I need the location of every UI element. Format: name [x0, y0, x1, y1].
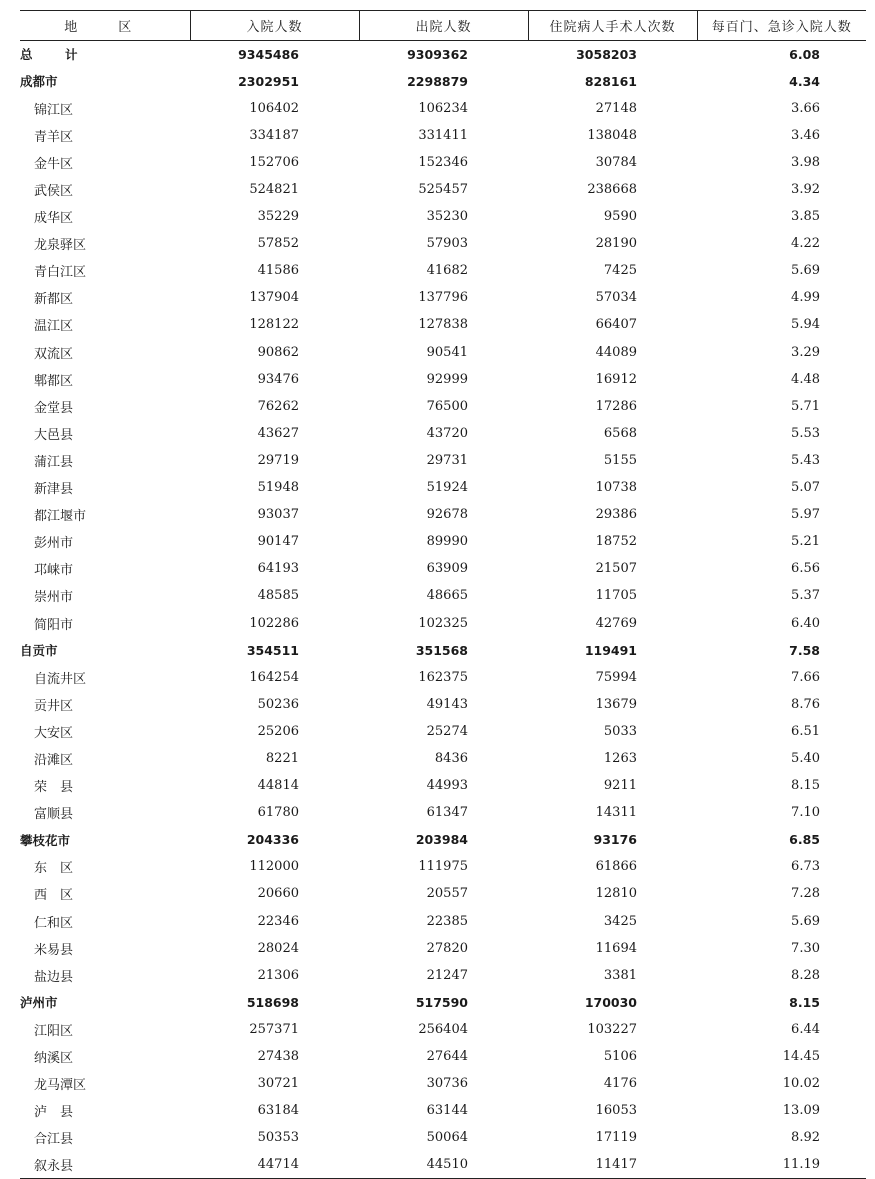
- header-admissions: 入院人数: [190, 11, 359, 41]
- admission-rate-cell: 14.45: [782, 1049, 820, 1065]
- discharges-cell: 63909: [426, 561, 468, 577]
- district-row: [20, 1124, 866, 1151]
- region-name-cell: 自贡市: [20, 643, 58, 659]
- surgeries-cell: 170030: [584, 994, 637, 1010]
- city-row: [20, 637, 866, 664]
- admission-rate-cell: 8.92: [791, 1130, 820, 1146]
- region-name-cell: 富顺县: [34, 807, 74, 823]
- surgeries-cell: 27148: [595, 100, 637, 116]
- region-name-cell: 邛崃市: [34, 563, 74, 579]
- surgeries-cell: 11417: [528, 1151, 697, 1178]
- admission-rate-cell: 3.46: [791, 127, 820, 143]
- surgeries-cell: 3425: [603, 913, 637, 929]
- discharges-cell: 9309362: [407, 46, 468, 62]
- region-name-cell: 成都市: [20, 74, 58, 90]
- admission-rate-cell: 6.73: [791, 859, 820, 875]
- surgeries-cell: 103227: [587, 1021, 637, 1037]
- discharges-cell: 89990: [426, 534, 468, 550]
- surgeries-cell: 13679: [595, 696, 637, 712]
- district-row: [20, 447, 866, 474]
- admission-rate-cell: 4.22: [791, 236, 820, 252]
- table-body: [20, 41, 866, 1179]
- admissions-cell: 64193: [257, 561, 299, 577]
- admissions-cell: 257371: [249, 1021, 299, 1037]
- discharges-cell: 106234: [418, 100, 468, 116]
- admission-rate-cell: 7.58: [789, 642, 820, 658]
- district-row: [20, 935, 866, 962]
- region-name-cell: 武侯区: [34, 184, 74, 200]
- district-row: [20, 1097, 866, 1124]
- surgeries-cell: 61866: [595, 859, 637, 875]
- region-name-cell: 郫都区: [34, 373, 74, 389]
- district-row: [20, 853, 866, 880]
- admissions-cell: 90862: [257, 344, 299, 360]
- admission-rate-cell: 5.07: [791, 480, 820, 496]
- admissions-cell: 35229: [257, 209, 299, 225]
- surgeries-cell: 138048: [587, 127, 637, 143]
- region-name-cell: 大邑县: [34, 427, 74, 443]
- header-surgeries: 住院病人手术人次数: [528, 11, 697, 41]
- discharges-cell: 22385: [426, 913, 468, 929]
- admissions-cell: 41586: [257, 263, 299, 279]
- surgeries-cell: 5033: [603, 723, 637, 739]
- admission-rate-cell: 3.85: [791, 209, 820, 225]
- district-row: [20, 745, 866, 772]
- region-name-cell: 盐边县: [34, 969, 74, 985]
- city-row: [20, 826, 866, 853]
- district-row: [20, 1043, 866, 1070]
- discharges-cell: 48665: [426, 588, 468, 604]
- discharges-cell: 57903: [426, 236, 468, 252]
- discharges-cell: 256404: [418, 1021, 468, 1037]
- admission-rate-cell: 8.76: [791, 696, 820, 712]
- discharges-cell: 20557: [426, 886, 468, 902]
- surgeries-cell: 5155: [603, 452, 637, 468]
- region-name-cell: 叙永县: [20, 1151, 190, 1178]
- district-row: [20, 908, 866, 935]
- region-name-cell: 金牛区: [34, 156, 74, 172]
- discharges-cell: 50064: [426, 1130, 468, 1146]
- discharges-cell: 35230: [426, 209, 468, 225]
- admissions-cell: 93476: [257, 371, 299, 387]
- admissions-cell: 29719: [257, 452, 299, 468]
- surgeries-cell: 119491: [584, 642, 637, 658]
- surgeries-cell: 3381: [603, 967, 637, 983]
- admissions-cell: 25206: [257, 723, 299, 739]
- surgeries-cell: 75994: [595, 669, 637, 685]
- admission-rate-cell: 3.29: [791, 344, 820, 360]
- district-row: [20, 772, 866, 799]
- region-name-cell: 成华区: [34, 211, 74, 227]
- admissions-cell: 48585: [257, 588, 299, 604]
- region-name-cell: 东 区: [34, 861, 74, 877]
- region-name-cell: 都江堰市: [34, 509, 87, 525]
- district-row: [20, 257, 866, 284]
- admissions-cell: 20660: [257, 886, 299, 902]
- surgeries-cell: 3058203: [576, 46, 637, 62]
- admissions-cell: 61780: [257, 805, 299, 821]
- admission-rate-cell: 7.30: [791, 940, 820, 956]
- admissions-cell: 112000: [249, 859, 299, 875]
- admissions-cell: 44814: [257, 778, 299, 794]
- region-name-cell: 龙马潭区: [34, 1078, 87, 1094]
- discharges-cell: 203984: [415, 832, 468, 848]
- district-row: [20, 420, 866, 447]
- discharges-cell: 2298879: [407, 73, 468, 89]
- region-name-cell: 泸州市: [20, 995, 58, 1011]
- district-row: [20, 203, 866, 230]
- region-name-cell: 西 区: [34, 888, 74, 904]
- admissions-cell: 93037: [257, 507, 299, 523]
- surgeries-cell: 21507: [595, 561, 637, 577]
- admission-rate-cell: 5.40: [791, 750, 820, 766]
- admission-rate-cell: 6.51: [791, 723, 820, 739]
- surgeries-cell: 42769: [595, 615, 637, 631]
- region-name-cell: 攀枝花市: [20, 832, 71, 848]
- discharges-cell: 92999: [426, 371, 468, 387]
- discharges-cell: 92678: [426, 507, 468, 523]
- admission-rate-cell: 3.98: [791, 154, 820, 170]
- discharges-cell: 8436: [434, 750, 468, 766]
- discharges-cell: 111975: [418, 859, 468, 875]
- admission-rate-cell: 8.15: [789, 994, 820, 1010]
- surgeries-cell: 238668: [587, 182, 637, 198]
- district-row: [20, 609, 866, 636]
- district-row: [20, 1151, 866, 1178]
- admissions-cell: 27438: [257, 1049, 299, 1065]
- city-row: [20, 989, 866, 1016]
- surgeries-cell: 11694: [595, 940, 637, 956]
- hospital-statistics-table: [20, 10, 866, 1179]
- district-row: [20, 528, 866, 555]
- discharges-cell: 25274: [426, 723, 468, 739]
- admissions-cell: 137904: [249, 290, 299, 306]
- region-name-cell: 贡井区: [34, 698, 74, 714]
- admission-rate-cell: 7.10: [791, 805, 820, 821]
- district-row: [20, 799, 866, 826]
- region-name-cell: 蒲江县: [34, 454, 74, 470]
- district-row: [20, 962, 866, 989]
- surgeries-cell: 14311: [595, 805, 637, 821]
- surgeries-cell: 66407: [595, 317, 637, 333]
- region-name-cell: 金堂县: [34, 400, 74, 416]
- discharges-cell: 30736: [426, 1076, 468, 1092]
- admission-rate-cell: 5.97: [791, 507, 820, 523]
- district-row: [20, 339, 866, 366]
- header-region: 地 区: [20, 11, 190, 41]
- admissions-cell: 2302951: [238, 73, 299, 89]
- surgeries-cell: 57034: [595, 290, 637, 306]
- region-name-cell: 总 计: [20, 47, 88, 63]
- admission-rate-cell: 5.53: [791, 425, 820, 441]
- admission-rate-cell: 6.44: [791, 1021, 820, 1037]
- district-row: [20, 664, 866, 691]
- region-name-cell: 自流井区: [34, 671, 87, 687]
- discharges-cell: 41682: [426, 263, 468, 279]
- admission-rate-cell: 10.02: [782, 1076, 820, 1092]
- discharges-cell: 44993: [426, 778, 468, 794]
- discharges-cell: 61347: [426, 805, 468, 821]
- surgeries-cell: 16912: [595, 371, 637, 387]
- admissions-cell: 204336: [246, 832, 299, 848]
- region-name-cell: 沿滩区: [34, 752, 74, 768]
- district-row: [20, 122, 866, 149]
- admissions-cell: 8221: [265, 750, 299, 766]
- discharges-cell: 44510: [359, 1151, 528, 1178]
- admission-rate-cell: 6.40: [791, 615, 820, 631]
- discharges-cell: 162375: [418, 669, 468, 685]
- district-row: [20, 691, 866, 718]
- discharges-cell: 127838: [418, 317, 468, 333]
- admissions-cell: 28024: [257, 940, 299, 956]
- admissions-cell: 43627: [257, 425, 299, 441]
- district-row: [20, 501, 866, 528]
- admissions-cell: 518698: [246, 994, 299, 1010]
- admission-rate-cell: 8.28: [791, 967, 820, 983]
- admissions-cell: 50353: [257, 1130, 299, 1146]
- header-admission-rate: 每百门、急诊入院人数: [697, 11, 866, 41]
- region-name-cell: 米易县: [34, 942, 74, 958]
- discharges-cell: 331411: [418, 127, 468, 143]
- district-row: [20, 555, 866, 582]
- surgeries-cell: 12810: [595, 886, 637, 902]
- admissions-cell: 9345486: [238, 46, 299, 62]
- surgeries-cell: 29386: [595, 507, 637, 523]
- admission-rate-cell: 7.28: [791, 886, 820, 902]
- surgeries-cell: 16053: [595, 1103, 637, 1119]
- admissions-cell: 57852: [257, 236, 299, 252]
- discharges-cell: 51924: [426, 480, 468, 496]
- region-name-cell: 纳溪区: [34, 1051, 74, 1067]
- admissions-cell: 30721: [257, 1076, 299, 1092]
- district-row: [20, 474, 866, 501]
- region-name-cell: 彭州市: [34, 536, 74, 552]
- admissions-cell: 164254: [249, 669, 299, 685]
- header-discharges: 出院人数: [359, 11, 528, 41]
- region-name-cell: 青羊区: [34, 129, 74, 145]
- header-row: [20, 11, 866, 41]
- admissions-cell: 63184: [257, 1103, 299, 1119]
- region-name-cell: 崇州市: [34, 590, 74, 606]
- discharges-cell: 137796: [418, 290, 468, 306]
- region-name-cell: 新津县: [34, 482, 74, 498]
- admissions-cell: 354511: [246, 642, 299, 658]
- admission-rate-cell: 4.48: [791, 371, 820, 387]
- admissions-cell: 102286: [249, 615, 299, 631]
- admission-rate-cell: 6.56: [791, 561, 820, 577]
- district-row: [20, 149, 866, 176]
- district-row: [20, 1070, 866, 1097]
- city-row: [20, 68, 866, 95]
- discharges-cell: 517590: [415, 994, 468, 1010]
- admissions-cell: 76262: [257, 398, 299, 414]
- admissions-cell: 90147: [257, 534, 299, 550]
- admission-rate-cell: 8.15: [791, 778, 820, 794]
- surgeries-cell: 5106: [603, 1049, 637, 1065]
- district-row: [20, 176, 866, 203]
- surgeries-cell: 7425: [603, 263, 637, 279]
- region-name-cell: 荣 县: [34, 780, 74, 796]
- discharges-cell: 21247: [426, 967, 468, 983]
- surgeries-cell: 11705: [595, 588, 637, 604]
- admission-rate-cell: 5.69: [791, 263, 820, 279]
- region-name-cell: 新都区: [34, 292, 74, 308]
- admission-rate-cell: 3.66: [791, 100, 820, 116]
- region-name-cell: 江阳区: [34, 1023, 74, 1039]
- region-name-cell: 锦江区: [34, 102, 74, 118]
- admission-rate-cell: 13.09: [782, 1103, 820, 1119]
- region-name-cell: 仁和区: [34, 915, 74, 931]
- admissions-cell: 21306: [257, 967, 299, 983]
- admission-rate-cell: 5.94: [791, 317, 820, 333]
- discharges-cell: 49143: [426, 696, 468, 712]
- discharges-cell: 102325: [418, 615, 468, 631]
- admissions-cell: 51948: [257, 480, 299, 496]
- region-name-cell: 大安区: [34, 725, 74, 741]
- surgeries-cell: 828161: [584, 73, 637, 89]
- surgeries-cell: 4176: [603, 1076, 637, 1092]
- surgeries-cell: 1263: [603, 750, 637, 766]
- admissions-cell: 44714: [190, 1151, 359, 1178]
- surgeries-cell: 6568: [603, 425, 637, 441]
- region-name-cell: 温江区: [34, 319, 74, 335]
- region-name-cell: 泸 县: [34, 1105, 74, 1121]
- discharges-cell: 90541: [426, 344, 468, 360]
- admission-rate-cell: 5.21: [791, 534, 820, 550]
- table-header: [20, 11, 866, 41]
- admissions-cell: 128122: [249, 317, 299, 333]
- admission-rate-cell: 4.99: [791, 290, 820, 306]
- district-row: [20, 284, 866, 311]
- admissions-cell: 524821: [249, 182, 299, 198]
- district-row: [20, 880, 866, 907]
- admission-rate-cell: 11.19: [697, 1151, 866, 1178]
- discharges-cell: 152346: [418, 154, 468, 170]
- admission-rate-cell: 7.66: [791, 669, 820, 685]
- discharges-cell: 525457: [418, 182, 468, 198]
- admissions-cell: 106402: [249, 100, 299, 116]
- admissions-cell: 334187: [249, 127, 299, 143]
- surgeries-cell: 28190: [595, 236, 637, 252]
- district-row: [20, 311, 866, 338]
- admissions-cell: 50236: [257, 696, 299, 712]
- district-row: [20, 230, 866, 257]
- district-row: [20, 95, 866, 122]
- surgeries-cell: 9590: [603, 209, 637, 225]
- surgeries-cell: 17119: [595, 1130, 637, 1146]
- region-name-cell: 简阳市: [34, 617, 74, 633]
- admission-rate-cell: 5.71: [791, 398, 820, 414]
- region-name-cell: 双流区: [34, 346, 74, 362]
- discharges-cell: 29731: [426, 452, 468, 468]
- discharges-cell: 43720: [426, 425, 468, 441]
- admissions-cell: 152706: [249, 154, 299, 170]
- region-name-cell: 青白江区: [34, 265, 87, 281]
- discharges-cell: 27820: [426, 940, 468, 956]
- surgeries-cell: 18752: [595, 534, 637, 550]
- admission-rate-cell: 6.85: [789, 832, 820, 848]
- district-row: [20, 366, 866, 393]
- surgeries-cell: 30784: [595, 154, 637, 170]
- district-row: [20, 1016, 866, 1043]
- district-row: [20, 718, 866, 745]
- surgeries-cell: 93176: [593, 832, 637, 848]
- district-row: [20, 582, 866, 609]
- surgeries-cell: 9211: [603, 778, 637, 794]
- region-name-cell: 合江县: [34, 1132, 74, 1148]
- admission-rate-cell: 5.37: [791, 588, 820, 604]
- surgeries-cell: 10738: [595, 480, 637, 496]
- surgeries-cell: 17286: [595, 398, 637, 414]
- admission-rate-cell: 5.69: [791, 913, 820, 929]
- surgeries-cell: 44089: [595, 344, 637, 360]
- total-row: [20, 41, 866, 68]
- admission-rate-cell: 4.34: [789, 73, 820, 89]
- discharges-cell: 63144: [426, 1103, 468, 1119]
- admission-rate-cell: 6.08: [789, 46, 820, 62]
- admission-rate-cell: 5.43: [791, 452, 820, 468]
- admissions-cell: 22346: [257, 913, 299, 929]
- admission-rate-cell: 3.92: [791, 182, 820, 198]
- region-name-cell: 龙泉驿区: [34, 238, 87, 254]
- district-row: [20, 393, 866, 420]
- discharges-cell: 27644: [426, 1049, 468, 1065]
- discharges-cell: 351568: [415, 642, 468, 658]
- discharges-cell: 76500: [426, 398, 468, 414]
